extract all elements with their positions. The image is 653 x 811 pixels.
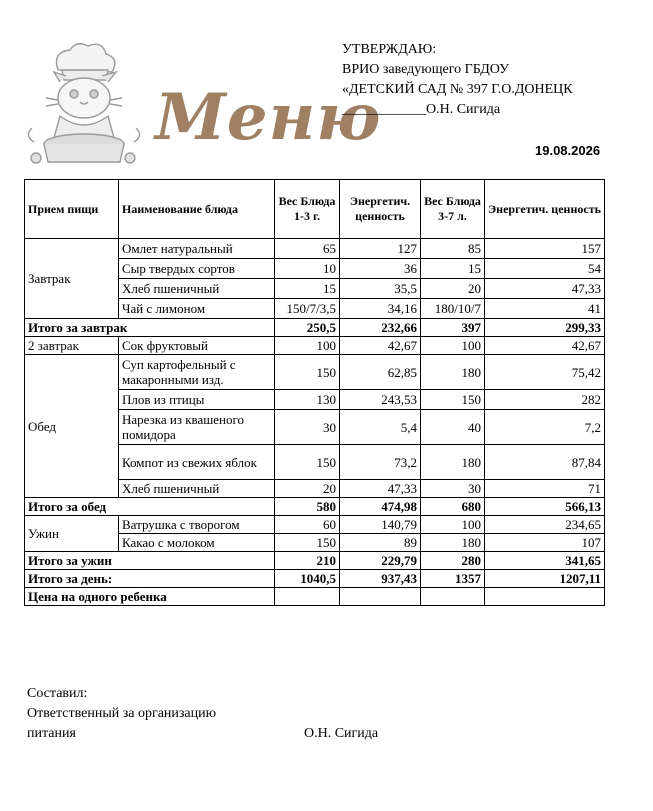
total-energy-3-7: 341,65 [485, 552, 605, 570]
header-meal: Прием пищи [25, 180, 119, 239]
weight-1-3: 60 [275, 516, 340, 534]
total-energy-3-7: 299,33 [485, 319, 605, 337]
approval-signature-line: ____________О.Н. Сигида [342, 102, 501, 117]
energy-3-7: 75,42 [485, 355, 605, 390]
dish-name: Компот из свежих яблок [119, 445, 275, 480]
composed-label: Составил: [27, 686, 88, 701]
menu-date: 19.08.2026 [535, 143, 601, 158]
responsible-label-line2: питания [27, 726, 76, 741]
table-row [25, 239, 605, 259]
approval-block [342, 40, 573, 120]
footer-signer: О.Н. Сигида [304, 726, 379, 741]
total-energy-1-3: 229,79 [340, 552, 421, 570]
weight-3-7: 100 [421, 516, 485, 534]
energy-3-7: 157 [485, 239, 605, 259]
total-row-breakfast [25, 319, 605, 337]
energy-1-3: 42,67 [340, 337, 421, 355]
weight-3-7: 100 [421, 337, 485, 355]
energy-1-3: 89 [340, 534, 421, 552]
dish-name: Хлеб пшеничный [119, 480, 275, 498]
energy-1-3: 243,53 [340, 390, 421, 410]
weight-1-3: 10 [275, 259, 340, 279]
total-label: Итого за завтрак [25, 319, 275, 337]
approval-line: УТВЕРЖДАЮ: [342, 42, 437, 57]
total-weight-1-3: 1040,5 [275, 570, 340, 588]
table-row [25, 516, 605, 534]
total-row-dinner [25, 552, 605, 570]
energy-1-3: 73,2 [340, 445, 421, 480]
dish-name: Какао с молоком [119, 534, 275, 552]
energy-1-3: 62,85 [340, 355, 421, 390]
dish-name: Чай с лимоном [119, 299, 275, 319]
energy-3-7: 71 [485, 480, 605, 498]
responsible-label-line1: Ответственный за организацию [27, 706, 217, 721]
weight-3-7: 15 [421, 259, 485, 279]
price-row [25, 588, 605, 606]
weight-1-3: 20 [275, 480, 340, 498]
energy-1-3: 127 [340, 239, 421, 259]
energy-3-7: 41 [485, 299, 605, 319]
price-cell [275, 588, 340, 606]
table-row [25, 337, 605, 355]
total-energy-3-7: 1207,11 [485, 570, 605, 588]
total-weight-1-3: 580 [275, 498, 340, 516]
energy-3-7: 7,2 [485, 410, 605, 445]
weight-1-3: 150 [275, 355, 340, 390]
header-weight-3-7: Вес Блюда 3-7 л. [421, 180, 485, 239]
total-energy-3-7: 566,13 [485, 498, 605, 516]
weight-1-3: 15 [275, 279, 340, 299]
weight-3-7: 180 [421, 355, 485, 390]
price-label: Цена на одного ребенка [25, 588, 275, 606]
approval-line: ВРИО заведующего ГБДОУ [342, 62, 510, 77]
energy-3-7: 42,67 [485, 337, 605, 355]
energy-3-7: 107 [485, 534, 605, 552]
total-label: Итого за ужин [25, 552, 275, 570]
weight-1-3: 30 [275, 410, 340, 445]
menu-title: Меню [155, 80, 382, 155]
total-label: Итого за обед [25, 498, 275, 516]
weight-1-3: 150/7/3,5 [275, 299, 340, 319]
total-weight-1-3: 210 [275, 552, 340, 570]
header-energy-3-7: Энергетич. ценность [485, 180, 605, 239]
price-cell [485, 588, 605, 606]
energy-1-3: 34,16 [340, 299, 421, 319]
total-weight-3-7: 280 [421, 552, 485, 570]
energy-3-7: 47,33 [485, 279, 605, 299]
weight-1-3: 150 [275, 445, 340, 480]
energy-3-7: 54 [485, 259, 605, 279]
energy-1-3: 36 [340, 259, 421, 279]
dish-name: Суп картофельный с макаронными изд. [119, 355, 275, 390]
price-cell [421, 588, 485, 606]
weight-1-3: 130 [275, 390, 340, 410]
total-weight-3-7: 680 [421, 498, 485, 516]
header-weight-1-3: Вес Блюда 1-3 г. [275, 180, 340, 239]
energy-3-7: 87,84 [485, 445, 605, 480]
energy-1-3: 140,79 [340, 516, 421, 534]
header-energy-1-3: Энергетич. ценность [340, 180, 421, 239]
dish-name: Ватрушка с творогом [119, 516, 275, 534]
weight-3-7: 40 [421, 410, 485, 445]
energy-3-7: 282 [485, 390, 605, 410]
meal-label-breakfast: Завтрак [25, 239, 119, 319]
weight-1-3: 65 [275, 239, 340, 259]
weight-3-7: 180 [421, 445, 485, 480]
energy-3-7: 234,65 [485, 516, 605, 534]
total-row-day [25, 570, 605, 588]
total-weight-3-7: 1357 [421, 570, 485, 588]
energy-1-3: 35,5 [340, 279, 421, 299]
menu-table [24, 179, 605, 606]
weight-3-7: 180/10/7 [421, 299, 485, 319]
total-energy-1-3: 232,66 [340, 319, 421, 337]
weight-3-7: 20 [421, 279, 485, 299]
dish-name: Сыр твердых сортов [119, 259, 275, 279]
dish-name: Нарезка из квашеного помидора [119, 410, 275, 445]
weight-3-7: 150 [421, 390, 485, 410]
total-weight-3-7: 397 [421, 319, 485, 337]
meal-label-lunch: Обед [25, 355, 119, 498]
footer-block [27, 684, 216, 744]
table-row [25, 355, 605, 390]
total-energy-1-3: 474,98 [340, 498, 421, 516]
dish-name: Сок фруктовый [119, 337, 275, 355]
weight-1-3: 100 [275, 337, 340, 355]
chef-cat-icon [18, 40, 148, 170]
weight-3-7: 180 [421, 534, 485, 552]
dish-name: Омлет натуральный [119, 239, 275, 259]
table-header-row [25, 180, 605, 239]
dish-name: Хлеб пшеничный [119, 279, 275, 299]
energy-1-3: 47,33 [340, 480, 421, 498]
weight-3-7: 85 [421, 239, 485, 259]
total-energy-1-3: 937,43 [340, 570, 421, 588]
price-cell [340, 588, 421, 606]
weight-3-7: 30 [421, 480, 485, 498]
header-dish: Наименование блюда [119, 180, 275, 239]
weight-1-3: 150 [275, 534, 340, 552]
total-weight-1-3: 250,5 [275, 319, 340, 337]
meal-label-second-breakfast: 2 завтрак [25, 337, 119, 355]
total-label: Итого за день: [25, 570, 275, 588]
meal-label-dinner: Ужин [25, 516, 119, 552]
energy-1-3: 5,4 [340, 410, 421, 445]
approval-line: «ДЕТСКИЙ САД № 397 Г.О.ДОНЕЦК [342, 82, 573, 97]
dish-name: Плов из птицы [119, 390, 275, 410]
total-row-lunch [25, 498, 605, 516]
